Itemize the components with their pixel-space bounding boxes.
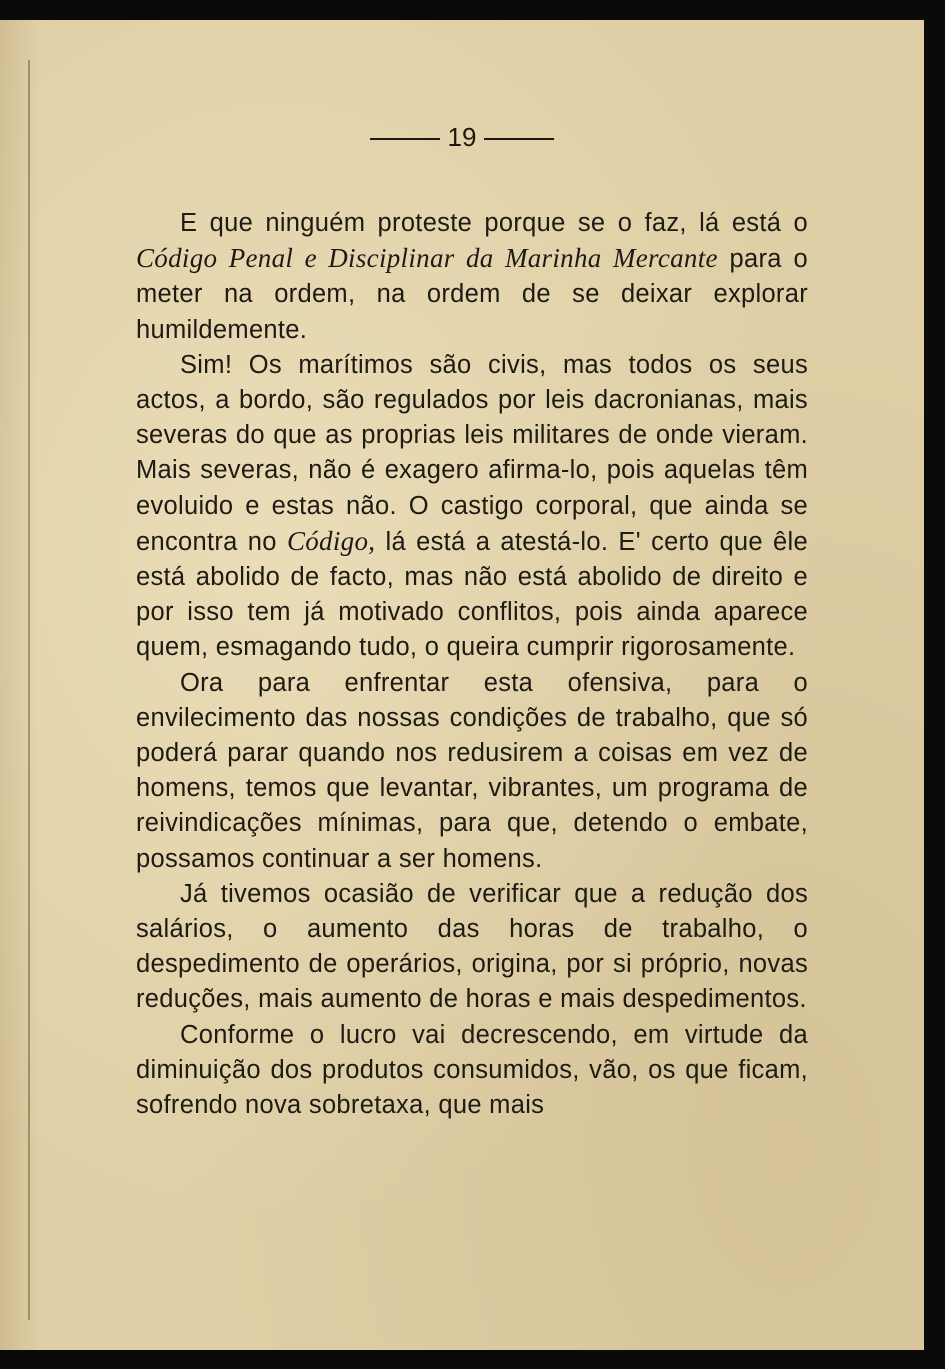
page-header	[0, 124, 924, 150]
text-run: lá está a atestá-lo. E' certo que êle está abolido de facto, mas não está abolido de direito e por isso tem já motivado conflitos, pois ainda aparece quem, esmagando tudo, o queira cumprir rigorosamente.	[136, 527, 808, 662]
paragraph	[136, 1018, 808, 1124]
header-rule-right	[484, 138, 554, 140]
paragraph	[136, 877, 808, 1018]
text-run: Ora para enfrentar esta ofensiva, para o envilecimento das nossas condições de trabalho, que só poderá parar quando nos redusirem a coisas em vez de homens, temos que levantar, vibrantes, um programa de reivindicações mínimas, para que, detendo o embate, possamos continuar a ser homens.	[136, 668, 808, 873]
header-rule-left	[370, 138, 440, 140]
binding-edge	[28, 60, 30, 1320]
body-text	[136, 206, 808, 1123]
text-run: E que ninguém proteste porque se o faz, lá está o	[180, 209, 808, 237]
text-run: Já tivemos ocasião de verificar que a redução dos salários, o aumento das horas de trabalho, o despedimento de operários, origina, por si próprio, novas reduções, mais aumento de horas e mais despedimentos.	[136, 879, 808, 1014]
paragraph	[136, 666, 808, 877]
book-page	[0, 20, 924, 1350]
italic-title-run: Código Penal e Disciplinar da Marinha Mercante	[136, 243, 718, 274]
page-number: 19	[447, 122, 477, 152]
text-run: Conforme o lucro vai decrescendo, em virtude da diminuição dos produtos consumidos, vão, os que ficam, sofrendo nova sobretaxa, que mais	[136, 1020, 808, 1120]
paragraph	[136, 206, 808, 348]
text-run: Sim! Os marítimos são civis, mas todos os seus actos, a bordo, são regulados por leis dacronianas, mais severas do que as proprias leis militares de onde vieram. Mais severas, não é exagero afirma-lo, pois aquelas têm evoluido e estas não. O castigo corporal, que ainda se encontra no	[136, 350, 808, 556]
paragraph	[136, 348, 808, 666]
italic-title-run: Código,	[286, 525, 376, 556]
text-run: para o meter na ordem, na ordem de se deixar explorar humildemente.	[136, 245, 808, 344]
